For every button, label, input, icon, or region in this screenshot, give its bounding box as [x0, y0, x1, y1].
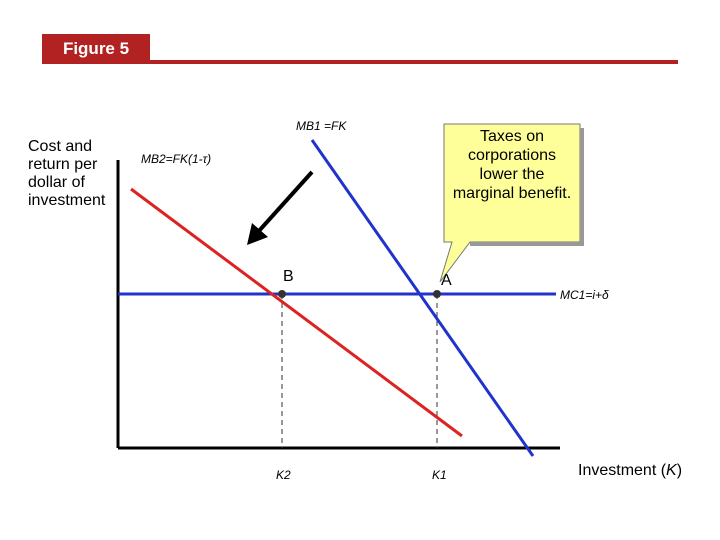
point-b — [278, 290, 286, 298]
point-a — [433, 290, 441, 298]
x-axis-label — [578, 462, 682, 480]
point-a-label: A — [441, 272, 452, 289]
mc1-label: MC1=i+δ — [560, 288, 609, 302]
callout-text: Taxes on corporations lower the marginal benefit. — [452, 128, 572, 202]
x-axis-label-var: K — [666, 462, 677, 479]
figure-label: Figure 5 — [42, 34, 150, 64]
callout-shadow — [580, 128, 584, 246]
point-b-label: B — [283, 268, 294, 285]
x-axis-label-prefix: Investment ( — [578, 462, 667, 479]
x-axis-label-suffix: ) — [676, 462, 683, 479]
mb1-label: MB1 =FK — [296, 119, 347, 133]
tick-k2: K2 — [276, 468, 291, 482]
callout-shadow-bottom — [470, 242, 584, 246]
shift-arrow-shaft — [258, 172, 312, 232]
y-axis-label: Cost and return per dollar of investment — [28, 138, 106, 209]
mb2-line — [131, 189, 462, 436]
mb2-label: MB2=FK(1-τ) — [141, 152, 212, 166]
tick-k1: K1 — [432, 468, 447, 482]
